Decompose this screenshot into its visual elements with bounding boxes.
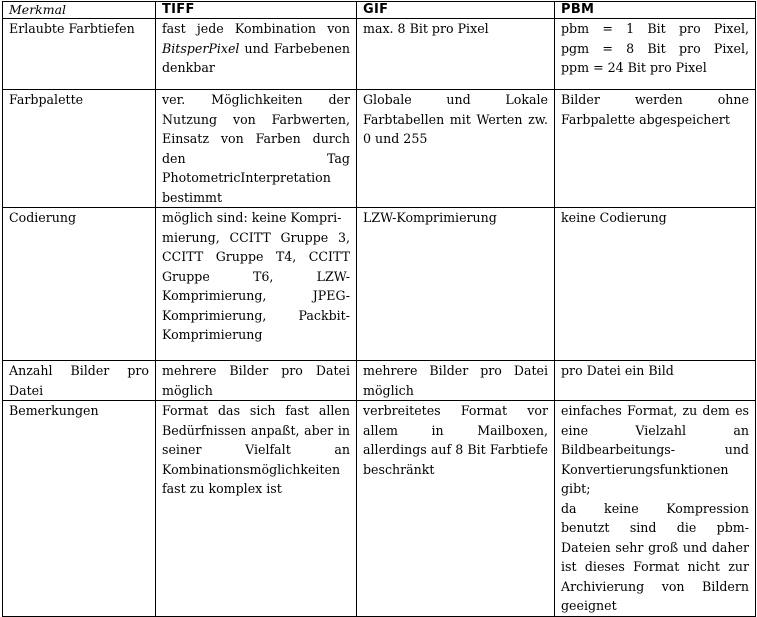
pbm-cell	[555, 19, 756, 90]
cell-line: mierung, CCITT Gruppe 3, CCITT Gruppe T4, CCITT Gruppe T6, LZW-Komprimierung, JPEG-Komprimierung, Packbit-Komprimierung	[162, 229, 350, 342]
header-merkmal: Merkmal	[3, 2, 156, 19]
gif-cell: max. 8 Bit pro Pixel	[357, 19, 555, 90]
cell-line: einfaches Format, zu dem es eine Vielzahl an Bildbearbeitungs- und Konvertierungsfunktionen gibt;	[561, 403, 749, 496]
pbm-cell: Bilder werden ohne Farbpalette abgespeichert	[555, 90, 756, 208]
pbm-cell	[555, 401, 756, 617]
row-feature-label: Erlaubte Farbtiefen	[3, 19, 156, 90]
gif-cell: verbreitetes Format vor allem in Mailboxen, allerdings auf 8 Bit Farbtiefe beschränkt	[357, 401, 555, 617]
gif-cell: mehrere Bilder pro Datei möglich	[357, 361, 555, 401]
row-feature-label: Bemerkungen	[3, 401, 156, 617]
table-row	[3, 401, 756, 617]
row-feature-label: Farbpalette	[3, 90, 156, 208]
cell-line: pbm = 1 Bit pro Pixel,	[561, 21, 749, 36]
format-comparison-table	[2, 1, 756, 617]
header-pbm: PBM	[555, 2, 756, 19]
header-tiff: TIFF	[156, 2, 357, 19]
cell-text: fast jede Kombination von	[162, 21, 350, 36]
tiff-cell	[156, 19, 357, 90]
cell-line: ppm = 24 Bit pro Pixel	[561, 60, 707, 75]
cell-line: pgm = 8 Bit pro Pixel,	[561, 40, 749, 56]
row-feature-label: Anzahl Bilder pro Datei	[3, 361, 156, 401]
table-row	[3, 361, 756, 401]
table-row	[3, 19, 756, 90]
header-row	[3, 2, 756, 19]
tiff-cell: mehrere Bilder pro Datei möglich	[156, 361, 357, 401]
gif-cell: Globale und Lokale Farbtabellen mit Werten zw. 0 und 255	[357, 90, 555, 208]
tiff-cell: ver. Möglichkeiten der Nutzung von Farbwerten, Einsatz von Farben durch den Tag PhotometricInterpretation bestimmt	[156, 90, 357, 208]
cell-text: und Farbebenen denkbar	[162, 40, 350, 75]
cell-line: möglich sind: keine Kompri-	[162, 210, 342, 225]
header-gif: GIF	[357, 2, 555, 19]
cell-text-italic: BitsperPixel	[162, 40, 240, 56]
table-row	[3, 90, 756, 208]
tiff-cell	[156, 208, 357, 361]
cell-line: da keine Kompression benutzt sind die pbm-Dateien sehr groß und daher ist dieses Format nicht zur Archivierung von Bildern geeignet	[561, 500, 749, 613]
gif-cell: LZW-Komprimierung	[357, 208, 555, 361]
tiff-cell: Format das sich fast allen Bedürfnissen anpaßt, aber in seiner Vielfalt an Kombinationsmöglichkeiten fast zu komplex ist	[156, 401, 357, 617]
table-row	[3, 208, 756, 361]
row-feature-label: Codierung	[3, 208, 156, 361]
pbm-cell: pro Datei ein Bild	[555, 361, 756, 401]
pbm-cell: keine Codierung	[555, 208, 756, 361]
